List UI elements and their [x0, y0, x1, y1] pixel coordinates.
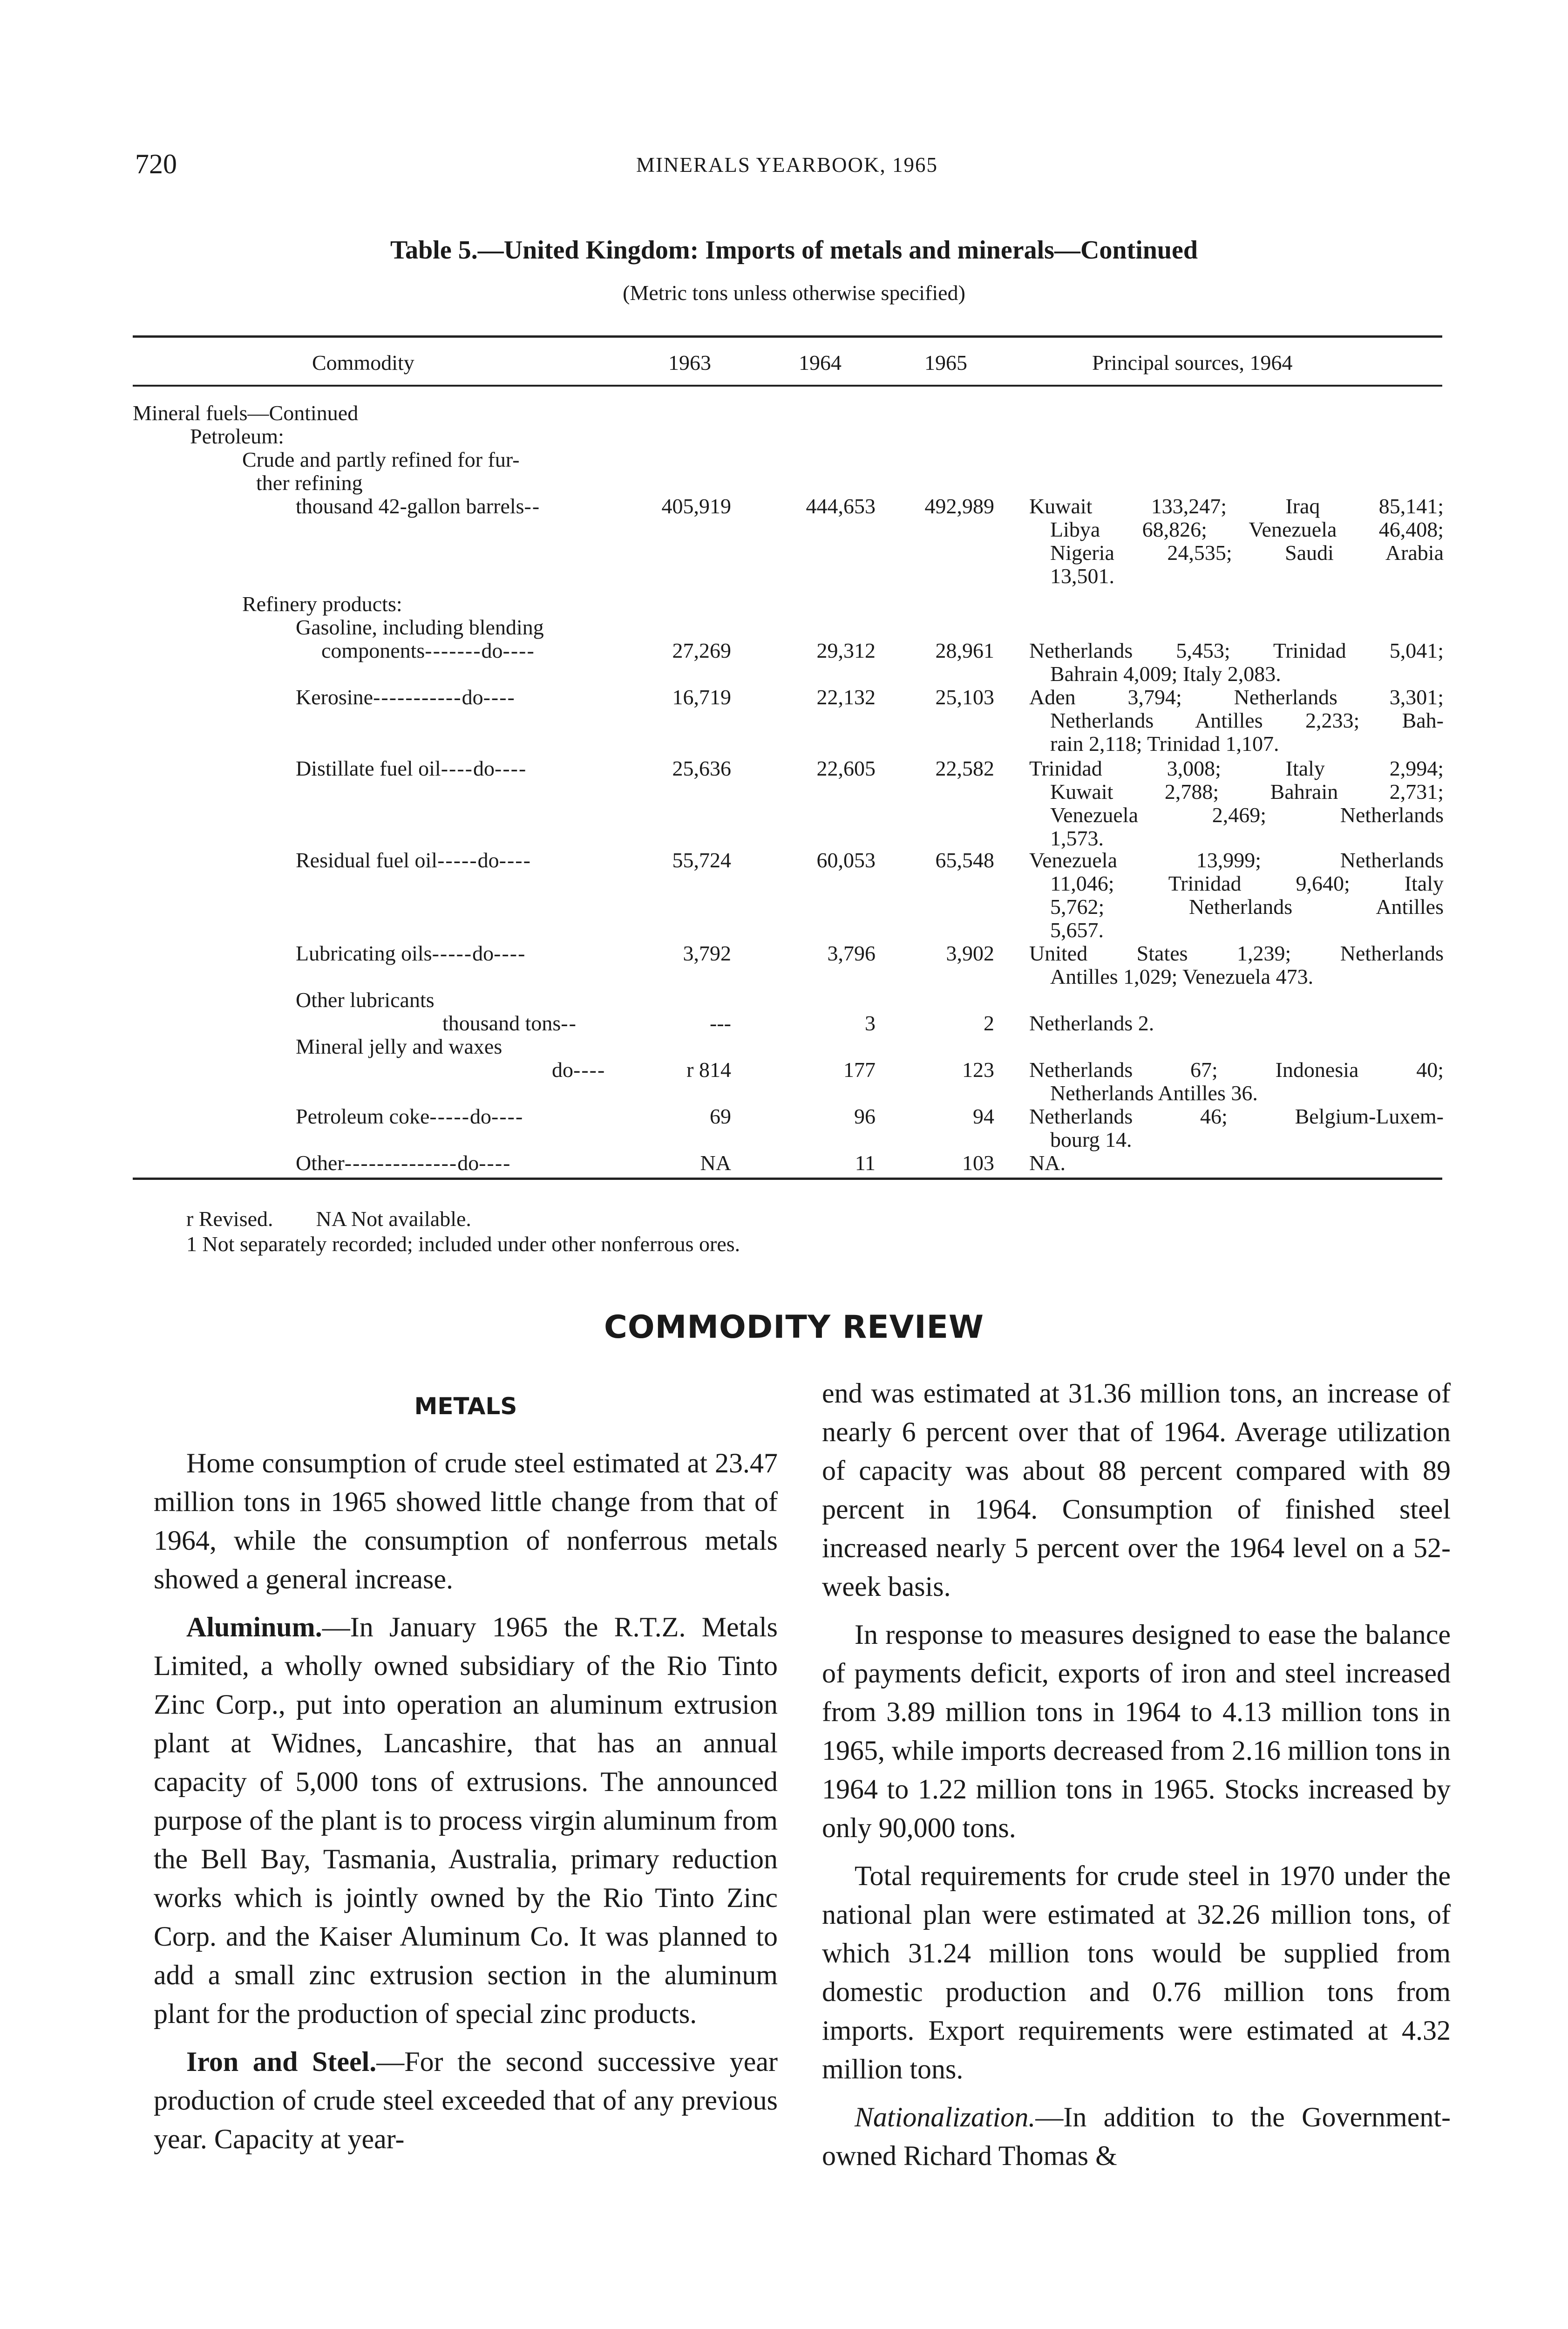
run-in-heading: Iron and Steel.	[186, 2046, 377, 2077]
commodity-label: ther refining	[256, 471, 363, 495]
value-1964: 29,312	[816, 639, 876, 662]
column-header-1963: 1963	[668, 351, 711, 375]
value-1963: ---	[710, 1011, 731, 1035]
value-1965: 22,582	[935, 756, 994, 780]
value-1963: r 814	[686, 1058, 731, 1082]
sources-line: NA.	[1029, 1151, 1066, 1175]
group-label-petroleum: Petroleum:	[190, 424, 284, 448]
paragraph: In response to measures designed to ease the balance of payments deficit, exports of iron and steel increased from 3.89 million tons in 1964 to 4.13 million tons in 1965, while imports decreased from 2.16 million tons in 1964 to 1.22 million tons in 1965. Stocks increased by only 90,000 tons.	[822, 1619, 1451, 1843]
commodity-label: Crude and partly refined for fur-	[242, 448, 520, 471]
sources-line: Venezuela 2,469; Netherlands	[1050, 803, 1444, 827]
column-header-1964: 1964	[799, 351, 842, 375]
value-1965: 123	[962, 1058, 994, 1082]
journal-title: MINERALS YEARBOOK, 1965	[636, 153, 938, 177]
sources-line: Bahrain 4,009; Italy 2,083.	[1050, 662, 1281, 686]
value-1965: 25,103	[935, 685, 994, 709]
text-column-left	[154, 1444, 778, 2168]
table-subtitle: (Metric tons unless otherwise specified)	[623, 281, 965, 305]
commodity-label: Kerosine-----------do----	[296, 685, 516, 709]
value-1964: 444,653	[806, 494, 876, 518]
sources-line: United States 1,239; Netherlands	[1029, 941, 1444, 965]
paragraph: Home consumption of crude steel estimated at 23.47 million tons in 1965 showed little change from that of 1964, while the consumption of nonferrous metals showed a general increase.	[154, 1448, 778, 1594]
group-label-refinery: Refinery products:	[242, 592, 402, 616]
sources-line: 5,762; Netherlands Antilles	[1050, 895, 1444, 919]
sources-line: Netherlands 2.	[1029, 1011, 1154, 1035]
value-1964: 3,796	[827, 941, 876, 965]
value-1963: NA	[700, 1151, 731, 1175]
value-1963: 27,269	[672, 639, 731, 662]
commodity-label: Gasoline, including blending	[296, 615, 544, 639]
sources-line: Kuwait 2,788; Bahrain 2,731;	[1050, 780, 1444, 804]
text-column-right	[822, 1374, 1451, 2185]
table-title: Table 5.—United Kingdom: Imports of metals and minerals—Continued	[390, 236, 1198, 265]
sources-line: Antilles 1,029; Venezuela 473.	[1050, 965, 1314, 988]
commodity-label: Distillate fuel oil----do----	[296, 756, 527, 780]
commodity-label: Other lubricants	[296, 988, 434, 1012]
value-1965: 28,961	[935, 639, 994, 662]
paragraph: end was estimated at 31.36 million tons, an increase of nearly 6 percent over that of 1964. Average utilization of capacity was about 88 percent compared with 89 percent in 1964. Consumption of finished steel increased nearly 5 percent over the 1964 level on a 52-week basis.	[822, 1378, 1451, 1602]
commodity-unit: thousand 42-gallon barrels--	[296, 494, 541, 518]
commodity-unit: do----	[552, 1058, 606, 1082]
commodity-label: components-------do----	[321, 639, 535, 662]
value-1963: 55,724	[672, 848, 731, 872]
value-1963: 3,792	[683, 941, 731, 965]
value-1964: 3	[865, 1011, 876, 1035]
sources-line: Netherlands Antilles 2,233; Bah-	[1050, 708, 1444, 732]
sources-line: Netherlands 67; Indonesia 40;	[1029, 1058, 1444, 1082]
commodity-label: Residual fuel oil-----do----	[296, 848, 531, 872]
sources-line: Aden 3,794; Netherlands 3,301;	[1029, 685, 1444, 709]
sources-line: rain 2,118; Trinidad 1,107.	[1050, 732, 1279, 756]
value-1964: 96	[854, 1104, 876, 1128]
sources-line: Trinidad 3,008; Italy 2,994;	[1029, 756, 1444, 780]
page-number: 720	[135, 149, 177, 179]
sources-line: 13,501.	[1050, 564, 1114, 588]
sources-line: 11,046; Trinidad 9,640; Italy	[1050, 872, 1444, 895]
value-1965: 103	[962, 1151, 994, 1175]
column-header-commodity: Commodity	[312, 351, 414, 375]
value-1963: 25,636	[672, 756, 731, 780]
paragraph: Nationalization.—In addition to the Government-owned Richard Thomas &	[822, 2102, 1451, 2171]
commodity-label: Other--------------do----	[296, 1151, 511, 1175]
paragraph: Aluminum.—In January 1965 the R.T.Z. Metals Limited, a wholly owned subsidiary of the Rio Tinto Zinc Corp., put into operation an aluminum extrusion plant at Widnes, Lancashire, that has an annual capacity of 5,000 tons of extrusions. The announced purpose of the plant is to process virgin aluminum from the Bell Bay, Tasmania, Australia, primary reduction works which is jointly owned by the Rio Tinto Zinc Corp. and the Kaiser Aluminum Co. It was planned to add a small zinc extrusion section in the aluminum plant for the production of special zinc products.	[154, 1612, 778, 2029]
sources-line: 5,657.	[1050, 918, 1104, 942]
value-1965: 492,989	[924, 494, 994, 518]
value-1965: 65,548	[935, 848, 994, 872]
table-bottom-rule	[133, 1178, 1442, 1180]
sources-line: bourg 14.	[1050, 1128, 1132, 1151]
sources-line: Venezuela 13,999; Netherlands	[1029, 848, 1444, 872]
table-footnotes	[186, 1206, 740, 1257]
paragraph: Iron and Steel.—For the second successive year production of crude steel exceeded that of any previous year. Capacity at year-	[154, 2046, 778, 2154]
sources-line: Kuwait 133,247; Iraq 85,141;	[1029, 494, 1444, 518]
value-1964: 60,053	[816, 848, 876, 872]
value-1964: 11	[855, 1151, 876, 1175]
paragraph: Total requirements for crude steel in 1970 under the national plan were estimated at 32.26 million tons, of which 31.24 million tons would be supplied from domestic production and 0.76 million tons from imports. Export requirements were estimated at 4.32 million tons.	[822, 1860, 1451, 2084]
footnote: 1 Not separately recorded; included under other nonferrous ores.	[186, 1232, 740, 1256]
value-1963: 16,719	[672, 685, 731, 709]
column-header-1965: 1965	[924, 351, 967, 375]
group-label-mineral-fuels: Mineral fuels—Continued	[133, 401, 359, 425]
commodity-label: Mineral jelly and waxes	[296, 1035, 502, 1058]
value-1965: 94	[973, 1104, 994, 1128]
sources-line: Netherlands Antilles 36.	[1050, 1081, 1258, 1105]
commodity-label: Lubricating oils-----do----	[296, 941, 526, 965]
commodity-label: Petroleum coke-----do----	[296, 1104, 524, 1128]
column-header-sources: Principal sources, 1964	[1092, 351, 1293, 375]
footnote: r Revised. NA Not available.	[186, 1207, 471, 1231]
section-heading: COMMODITY REVIEW	[604, 1309, 984, 1346]
value-1964: 22,132	[816, 685, 876, 709]
run-in-heading: Nationalization.	[855, 2102, 1036, 2132]
sources-line: Nigeria 24,535; Saudi Arabia	[1050, 541, 1444, 565]
commodity-unit: thousand tons--	[442, 1011, 577, 1035]
value-1964: 22,605	[816, 756, 876, 780]
sub-heading: METALS	[414, 1393, 517, 1420]
value-1965: 3,902	[946, 941, 994, 965]
value-1964: 177	[843, 1058, 876, 1082]
value-1963: 405,919	[661, 494, 731, 518]
sources-line: 1,573.	[1050, 826, 1104, 850]
run-in-heading: Aluminum.	[186, 1612, 322, 1642]
value-1963: 69	[710, 1104, 731, 1128]
value-1965: 2	[984, 1011, 994, 1035]
sources-line: Netherlands 46; Belgium-Luxem-	[1029, 1104, 1444, 1128]
sources-line: Netherlands 5,453; Trinidad 5,041;	[1029, 639, 1444, 662]
sources-line: Libya 68,826; Venezuela 46,408;	[1050, 518, 1444, 541]
